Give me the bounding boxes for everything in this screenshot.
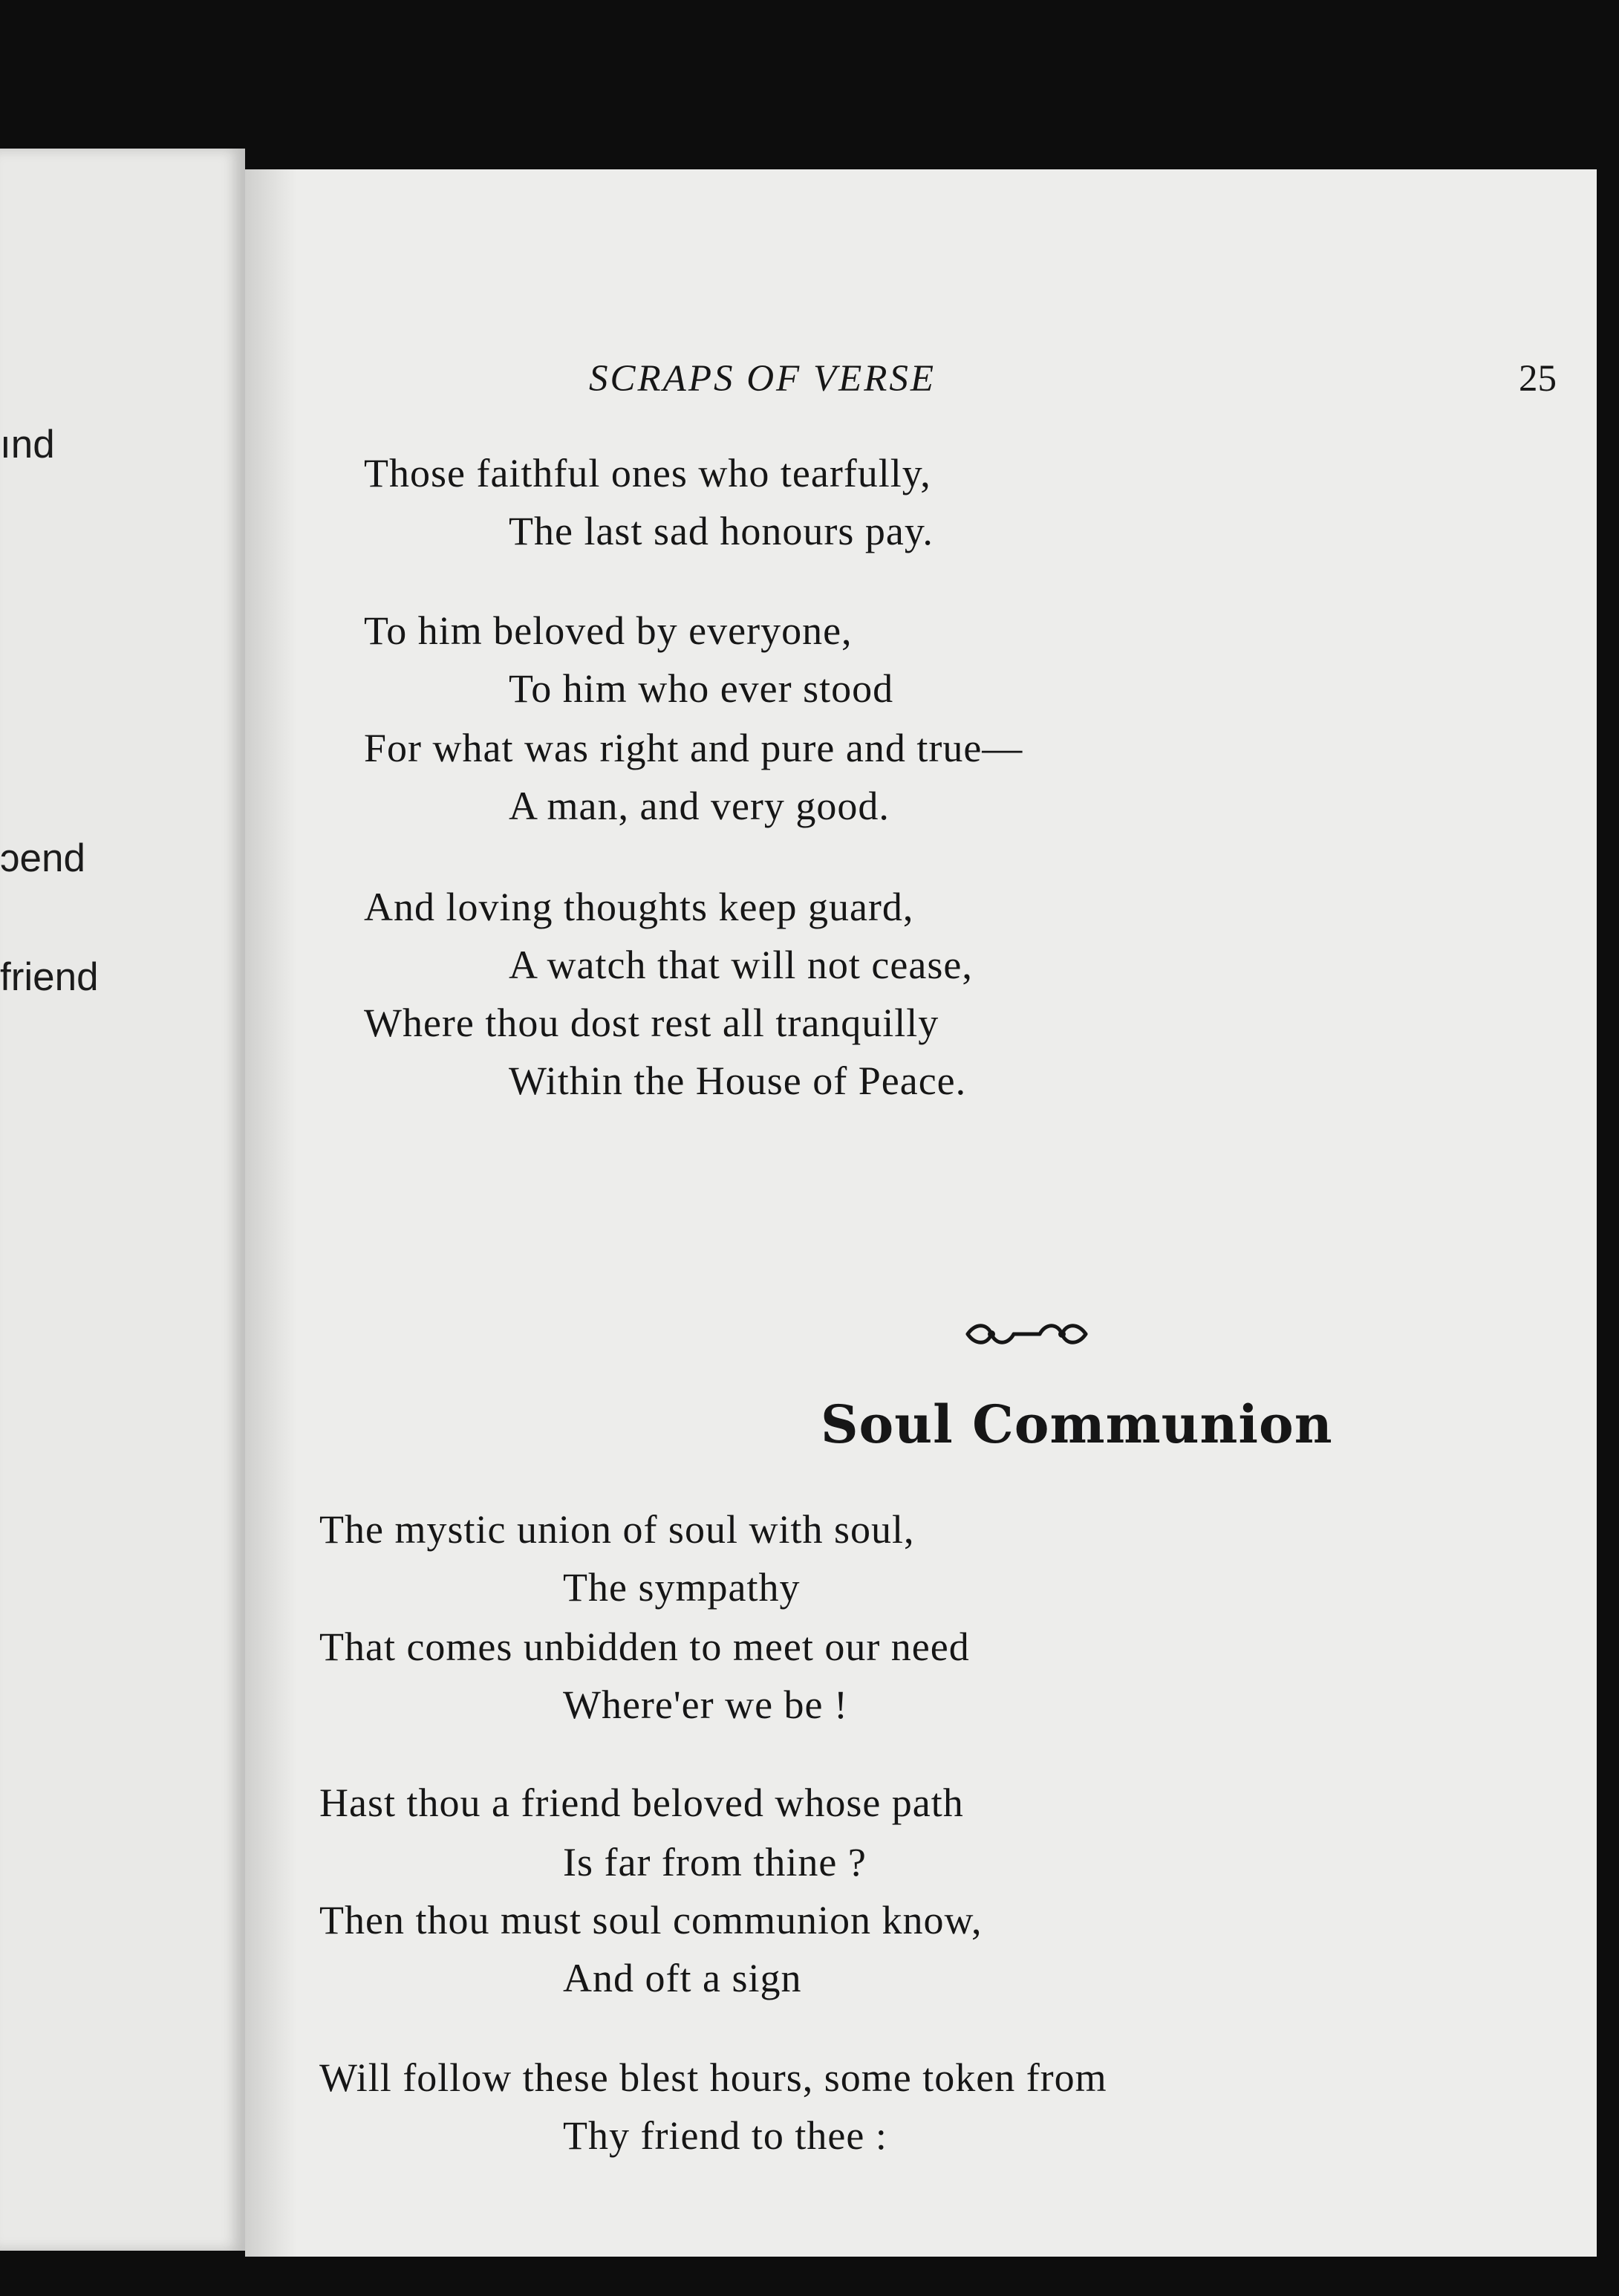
verse-line: Those faithful ones who tearfully,	[364, 451, 931, 495]
verse-line: Where'er we be !	[563, 1682, 848, 1727]
verse-line: The mystic union of soul with soul,	[319, 1507, 915, 1552]
verse-line: Hast thou a friend beloved whose path	[319, 1780, 964, 1825]
page-number: 25	[1519, 358, 1557, 400]
verse-line: Then thou must soul communion know,	[319, 1898, 983, 1942]
running-header: SCRAPS OF VERSE	[589, 358, 936, 400]
ornament-divider-icon	[962, 1316, 1092, 1353]
verse-line: Is far from thine ?	[563, 1840, 867, 1884]
page-gutter	[245, 169, 297, 2257]
verse-line: That comes unbidden to meet our need	[319, 1625, 970, 1669]
book-page	[245, 169, 1597, 2257]
verse-line: Where thou dost rest all tranquilly	[364, 1001, 939, 1045]
verse-line: The sympathy	[563, 1565, 801, 1610]
left-text-fragment: ınd	[0, 423, 55, 466]
left-page-fragment	[0, 149, 245, 2251]
verse-line: And oft a sign	[563, 1956, 802, 2000]
verse-line: Within the House of Peace.	[509, 1058, 967, 1103]
left-text-fragment: ɔend	[0, 836, 85, 880]
verse-line: Will follow these blest hours, some token from	[319, 2055, 1107, 2100]
section-title: Soul Communion	[821, 1393, 1333, 1455]
verse-line: And loving thoughts keep guard,	[364, 885, 914, 929]
verse-line: For what was right and pure and true—	[364, 726, 1023, 770]
verse-line: The last sad honours pay.	[509, 509, 934, 553]
verse-line: To him who ever stood	[509, 666, 894, 711]
verse-line: A man, and very good.	[509, 784, 890, 828]
left-text-fragment: friend	[0, 955, 99, 999]
verse-line: To him beloved by everyone,	[364, 608, 853, 653]
verse-line: Thy friend to thee :	[563, 2113, 887, 2158]
verse-line: A watch that will not cease,	[509, 943, 973, 987]
